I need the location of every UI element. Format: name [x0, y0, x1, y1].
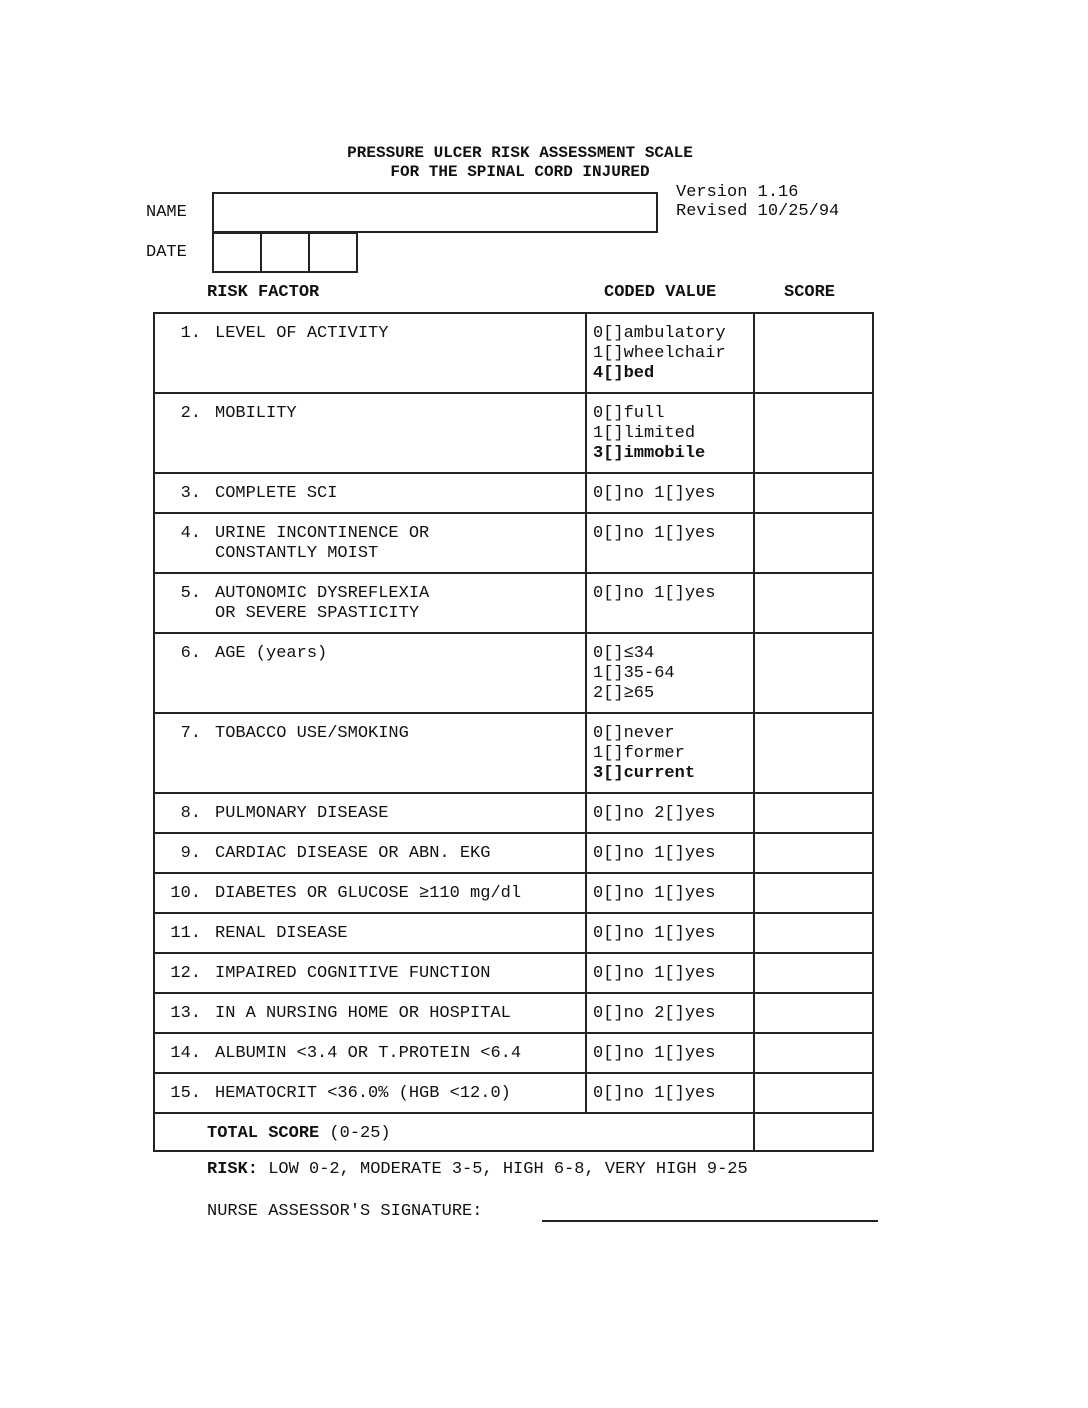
risk-factor-cell: [154, 833, 586, 873]
risk-factor-label: ALBUMIN <3.4 OR T.PROTEIN <6.4: [215, 1044, 522, 1063]
risk-factor-table: [153, 312, 874, 1152]
risk-factor-label: PULMONARY DISEASE: [215, 804, 389, 823]
risk-factor-cell: [154, 873, 586, 913]
table-row: [154, 993, 873, 1033]
date-field-month[interactable]: [212, 232, 262, 273]
risk-factor-label: HEMATOCRIT <36.0% (HGB <12.0): [215, 1084, 511, 1103]
total-score-label: TOTAL SCORE: [207, 1124, 320, 1143]
coded-value-cell[interactable]: [586, 1033, 754, 1073]
coded-value-cell[interactable]: [586, 873, 754, 913]
total-row: [154, 1113, 873, 1151]
coded-value-cell[interactable]: [586, 793, 754, 833]
table-row: [154, 473, 873, 513]
coded-value-cell[interactable]: [586, 513, 754, 573]
table-row: [154, 633, 873, 713]
form-title-line-1: PRESSURE ULCER RISK ASSESSMENT SCALE: [347, 144, 693, 162]
coded-value-cell[interactable]: [586, 913, 754, 953]
coded-value-option[interactable]: 0[]ambulatory: [593, 324, 726, 343]
risk-factor-cell: [154, 713, 586, 793]
score-cell[interactable]: [754, 993, 873, 1033]
table-row: [154, 793, 873, 833]
risk-factor-label: RENAL DISEASE: [215, 924, 348, 943]
risk-factor-number: 6.: [180, 644, 201, 663]
risk-factor-label: LEVEL OF ACTIVITY: [215, 324, 389, 343]
score-cell[interactable]: [754, 633, 873, 713]
total-score-range: (0-25): [329, 1124, 391, 1143]
coded-value-option[interactable]: 3[]current: [593, 764, 696, 783]
signature-field[interactable]: [542, 1200, 878, 1222]
coded-value-option[interactable]: 0[]no 1[]yes: [593, 1084, 716, 1103]
risk-factor-label: TOBACCO USE/SMOKING: [215, 724, 409, 743]
risk-legend-label: RISK:: [207, 1160, 259, 1179]
table-row: [154, 393, 873, 473]
score-cell[interactable]: [754, 313, 873, 393]
table-row: [154, 913, 873, 953]
coded-value-option[interactable]: 0[]no 1[]yes: [593, 584, 716, 603]
coded-value-cell[interactable]: [586, 633, 754, 713]
coded-value-cell[interactable]: [586, 393, 754, 473]
risk-factor-cell: [154, 953, 586, 993]
risk-factor-number: 5.: [180, 584, 201, 603]
table-row: [154, 873, 873, 913]
coded-value-cell[interactable]: [586, 993, 754, 1033]
risk-factor-number: 8.: [180, 804, 201, 823]
risk-factor-number: 2.: [180, 404, 201, 423]
risk-factor-number: 15.: [170, 1084, 201, 1103]
coded-value-option[interactable]: 0[]≤34: [593, 644, 655, 663]
score-cell[interactable]: [754, 833, 873, 873]
coded-value-cell[interactable]: [586, 953, 754, 993]
coded-value-option[interactable]: 2[]≥65: [593, 684, 655, 703]
coded-value-cell[interactable]: [586, 1073, 754, 1113]
risk-factor-cell: [154, 513, 586, 573]
risk-factor-cell: [154, 473, 586, 513]
risk-factor-number: 13.: [170, 1004, 201, 1023]
signature-label: NURSE ASSESSOR'S SIGNATURE:: [207, 1202, 483, 1221]
coded-value-option[interactable]: 1[]limited: [593, 424, 696, 443]
coded-value-option[interactable]: 0[]no 1[]yes: [593, 484, 716, 503]
coded-value-option[interactable]: 0[]no 1[]yes: [593, 964, 716, 983]
coded-value-option[interactable]: 0[]no 1[]yes: [593, 884, 716, 903]
coded-value-option[interactable]: 4[]bed: [593, 364, 655, 383]
form-title-line-2: FOR THE SPINAL CORD INJURED: [390, 163, 650, 181]
score-cell[interactable]: [754, 953, 873, 993]
table-row: [154, 313, 873, 393]
risk-factor-label: IMPAIRED COGNITIVE FUNCTION: [215, 964, 491, 983]
risk-factor-number: 1.: [180, 324, 201, 343]
score-cell[interactable]: [754, 713, 873, 793]
score-header: SCORE: [784, 283, 836, 302]
coded-value-header: CODED VALUE: [604, 283, 717, 302]
coded-value-cell[interactable]: [586, 313, 754, 393]
total-score-field[interactable]: [754, 1113, 873, 1151]
risk-factor-label: CARDIAC DISEASE OR ABN. EKG: [215, 844, 491, 863]
coded-value-cell[interactable]: [586, 713, 754, 793]
coded-value-option[interactable]: 0[]full: [593, 404, 665, 423]
score-cell[interactable]: [754, 873, 873, 913]
score-cell[interactable]: [754, 1033, 873, 1073]
table-row: [154, 833, 873, 873]
score-cell[interactable]: [754, 473, 873, 513]
table-row: [154, 713, 873, 793]
risk-factor-label: DIABETES OR GLUCOSE ≥110 mg/dl: [215, 884, 522, 903]
date-label: DATE: [146, 243, 187, 262]
coded-value-option[interactable]: 0[]no 2[]yes: [593, 804, 716, 823]
total-label-cell: [154, 1113, 754, 1151]
risk-factor-label: COMPLETE SCI: [215, 484, 338, 503]
score-cell[interactable]: [754, 513, 873, 573]
coded-value-cell[interactable]: [586, 573, 754, 633]
risk-factor-number: 3.: [180, 484, 201, 503]
risk-factor-number: 12.: [170, 964, 201, 983]
risk-factor-label: AUTONOMIC DYSREFLEXIA OR SEVERE SPASTICITY: [215, 584, 430, 623]
table-row: [154, 1073, 873, 1113]
coded-value-option[interactable]: 0[]no 1[]yes: [593, 844, 716, 863]
score-cell[interactable]: [754, 1073, 873, 1113]
coded-value-option[interactable]: 0[]no 1[]yes: [593, 924, 716, 943]
risk-factor-label: URINE INCONTINENCE OR CONSTANTLY MOIST: [215, 524, 430, 563]
coded-value-option[interactable]: 1[]35-64: [593, 664, 675, 683]
name-label: NAME: [146, 203, 187, 222]
risk-legend: [207, 1160, 748, 1180]
risk-factor-label: MOBILITY: [215, 404, 297, 423]
risk-factor-label: AGE (years): [215, 644, 328, 663]
coded-value-option[interactable]: 0[]never: [593, 724, 675, 743]
risk-factor-number: 10.: [170, 884, 201, 903]
risk-factor-cell: [154, 1033, 586, 1073]
risk-factor-cell: [154, 313, 586, 393]
risk-factor-number: 7.: [180, 724, 201, 743]
coded-value-option[interactable]: 3[]immobile: [593, 444, 706, 463]
table-row: [154, 513, 873, 573]
coded-value-option[interactable]: 1[]former: [593, 744, 685, 763]
risk-factor-number: 14.: [170, 1044, 201, 1063]
table-row: [154, 1033, 873, 1073]
risk-legend-text: LOW 0-2, MODERATE 3-5, HIGH 6-8, VERY HIGH 9-25: [268, 1160, 748, 1179]
risk-factor-cell: [154, 993, 586, 1033]
coded-value-cell[interactable]: [586, 473, 754, 513]
date-field-year[interactable]: [308, 232, 358, 273]
risk-factor-cell: [154, 1073, 586, 1113]
score-cell[interactable]: [754, 393, 873, 473]
risk-factor-cell: [154, 633, 586, 713]
risk-factor-cell: [154, 573, 586, 633]
coded-value-option[interactable]: 0[]no 1[]yes: [593, 524, 716, 543]
table-row: [154, 953, 873, 993]
risk-factor-number: 11.: [170, 924, 201, 943]
risk-factor-header: RISK FACTOR: [207, 283, 320, 302]
coded-value-option[interactable]: 0[]no 1[]yes: [593, 1044, 716, 1063]
table-row: [154, 573, 873, 633]
version-text: Version 1.16: [676, 183, 799, 202]
coded-value-option[interactable]: 0[]no 2[]yes: [593, 1004, 716, 1023]
score-cell[interactable]: [754, 793, 873, 833]
coded-value-cell[interactable]: [586, 833, 754, 873]
score-cell[interactable]: [754, 573, 873, 633]
risk-factor-cell: [154, 793, 586, 833]
revised-date-text: Revised 10/25/94: [676, 202, 840, 221]
risk-factor-cell: [154, 393, 586, 473]
coded-value-option[interactable]: 1[]wheelchair: [593, 344, 726, 363]
name-field[interactable]: [212, 192, 658, 233]
date-field-day[interactable]: [260, 232, 310, 273]
risk-factor-label: IN A NURSING HOME OR HOSPITAL: [215, 1004, 511, 1023]
score-cell[interactable]: [754, 913, 873, 953]
risk-factor-cell: [154, 913, 586, 953]
risk-factor-number: 4.: [180, 524, 201, 543]
risk-factor-number: 9.: [180, 844, 201, 863]
